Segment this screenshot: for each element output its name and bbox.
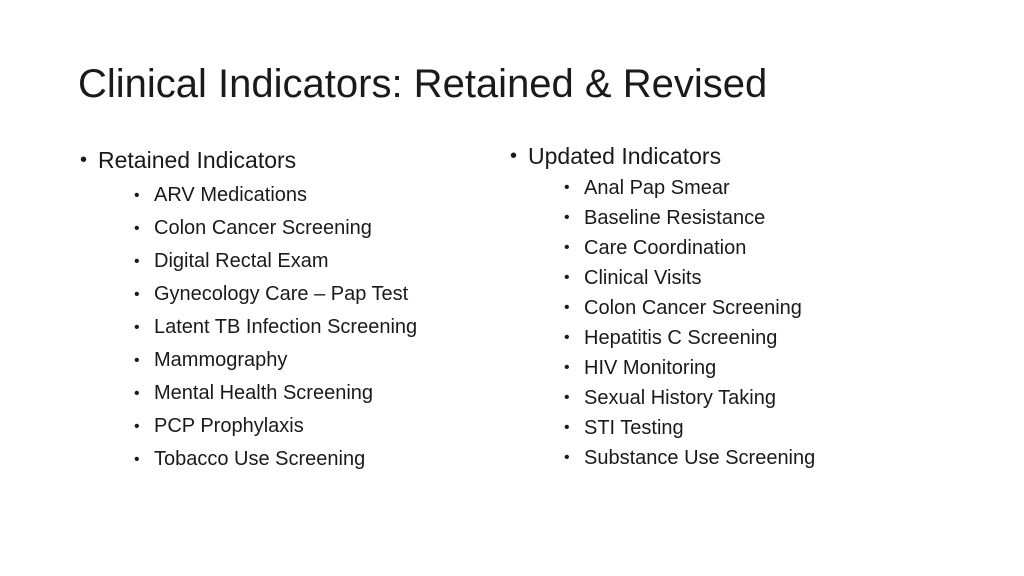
list-item (528, 203, 815, 233)
list-item (528, 353, 815, 383)
retained-indicators-heading-item (80, 145, 417, 476)
list-item-label: ARV Medications (154, 184, 308, 206)
bullet-icon: • (564, 329, 570, 346)
list-item (98, 212, 417, 245)
list-item-label: Clinical Visits (584, 267, 702, 289)
updated-indicators-heading: Updated Indicators (528, 143, 722, 169)
list-item (98, 179, 417, 212)
list-item-label: Anal Pap Smear (584, 177, 730, 199)
list-item (98, 344, 417, 377)
bullet-icon: • (134, 352, 140, 369)
list-item (98, 278, 417, 311)
list-item-label: Care Coordination (584, 237, 747, 259)
list-item (98, 245, 417, 278)
list-item-label: Tobacco Use Screening (154, 448, 366, 470)
list-item (528, 323, 815, 353)
list-item-label: Baseline Resistance (584, 207, 766, 229)
list-item (528, 263, 815, 293)
list-item-label: Mental Health Screening (154, 382, 374, 404)
list-item-label: STI Testing (584, 417, 684, 439)
bullet-icon: • (564, 389, 570, 406)
bullet-icon: • (134, 220, 140, 237)
bullet-icon: • (80, 149, 88, 171)
list-item-label: Digital Rectal Exam (154, 250, 329, 272)
bullet-icon: • (134, 451, 140, 468)
list-item (98, 410, 417, 443)
bullet-icon: • (134, 418, 140, 435)
bullet-icon: • (134, 286, 140, 303)
list-item (528, 443, 815, 473)
bullet-icon: • (134, 385, 140, 402)
bullet-icon: • (564, 179, 570, 196)
bullet-icon: • (134, 187, 140, 204)
bullet-icon: • (564, 299, 570, 316)
list-item-label: Sexual History Taking (584, 387, 776, 409)
list-item (98, 377, 417, 410)
slide-title: Clinical Indicators: Retained & Revised (78, 62, 768, 106)
list-item-label: Mammography (154, 349, 288, 371)
bullet-icon: • (564, 209, 570, 226)
bullet-icon: • (564, 419, 570, 436)
list-item (98, 311, 417, 344)
retained-indicators-list (98, 179, 417, 476)
list-item-label: Hepatitis C Screening (584, 327, 778, 349)
updated-indicators-list (528, 173, 815, 473)
list-item (528, 413, 815, 443)
bullet-icon: • (134, 253, 140, 270)
list-item-label: Gynecology Care – Pap Test (154, 283, 409, 305)
list-item (528, 293, 815, 323)
list-item-label: Latent TB Infection Screening (154, 316, 418, 338)
bullet-icon: • (134, 319, 140, 336)
list-item (528, 173, 815, 203)
list-item-label: Substance Use Screening (584, 447, 816, 469)
bullet-icon: • (564, 449, 570, 466)
retained-indicators-column (80, 145, 417, 476)
list-item-label: Colon Cancer Screening (154, 217, 372, 239)
list-item-label: PCP Prophylaxis (154, 415, 304, 437)
updated-indicators-heading-item (510, 141, 815, 473)
retained-indicators-heading: Retained Indicators (98, 147, 297, 173)
bullet-icon: • (510, 145, 518, 167)
bullet-icon: • (564, 239, 570, 256)
bullet-icon: • (564, 269, 570, 286)
list-item-label: HIV Monitoring (584, 357, 717, 379)
list-item (98, 443, 417, 476)
list-item (528, 383, 815, 413)
bullet-icon: • (564, 359, 570, 376)
list-item-label: Colon Cancer Screening (584, 297, 802, 319)
updated-indicators-column (510, 141, 815, 473)
list-item (528, 233, 815, 263)
